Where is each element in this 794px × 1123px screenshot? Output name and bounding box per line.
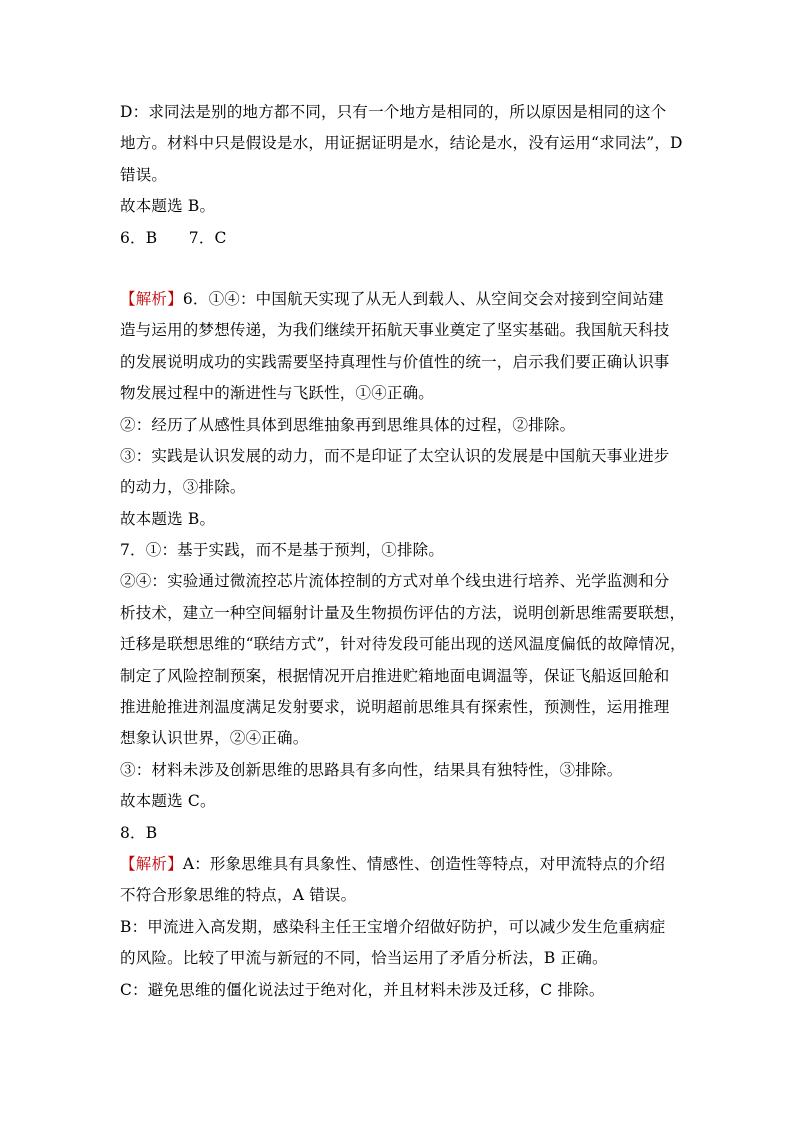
analysis-tag: 【解析】 — [120, 289, 183, 308]
text-line: D：求同法是别的地方都不同，只有一个地方是相同的，所以原因是相同的这个 — [120, 103, 667, 121]
text-line: ③：实践是认识发展的动力，而不是印证了太空认识的发展是中国航天事业进步 — [120, 446, 670, 465]
analysis-line — [120, 284, 680, 315]
text-line: 的风险。比较了甲流与新冠的不同，恰当运用了矛盾分析法，B 正确。 — [120, 949, 608, 968]
text-line: 故本题选 B。 — [120, 197, 216, 216]
text-line: 错误。 — [120, 165, 168, 184]
text-line: 不符合形象思维的特点，A 错误。 — [120, 886, 357, 905]
text-line: ③：材料未涉及创新思维的思路具有多向性，结果具有独特性，③排除。 — [120, 760, 623, 779]
text-line: 7．①：基于实践，而不是基于预判，①排除。 — [120, 541, 445, 560]
document-page — [120, 97, 686, 1006]
answer-line: 8．B — [120, 823, 158, 842]
text-line: 物发展过程中的渐进性与飞跃性，①④正确。 — [120, 384, 435, 403]
text-line: C：避免思维的僵化说法过于绝对化，并且材料未涉及迁移，C 排除。 — [120, 980, 605, 999]
analysis-text: A：形象思维具有具象性、情感性、创造性等特点，对甲流特点的介绍 — [182, 854, 666, 873]
analysis-text: 6．①④：中国航天实现了从无人到载人、从空间交会对接到空间站建 — [182, 289, 664, 308]
blank-gap — [120, 254, 680, 284]
text-line: 故本题选 C。 — [120, 792, 216, 811]
analysis-line — [120, 849, 680, 880]
text-line: ②：经历了从感性具体到思维抽象再到思维具体的过程，②排除。 — [120, 415, 576, 434]
answer-line: 6．B 7．C — [120, 228, 227, 247]
text-line: 析技术，建立一种空间辐射计量及生物损伤评估的方法，说明创新思维需要联想， — [120, 603, 686, 622]
text-line: 的发展说明成功的实践需要坚持真理性与价值性的统一，启示我们要正确认识事 — [120, 352, 670, 371]
text-line: B：甲流进入高发期，感染科主任王宝增介绍做好防护，可以减少发生危重病症 — [120, 917, 666, 936]
text-line: 想象认识世界，②④正确。 — [120, 729, 309, 748]
text-line: 造与运用的梦想传递，为我们继续开拓航天事业奠定了坚实基础。我国航天科技 — [120, 321, 670, 340]
text-line: 迁移是联想思维的“联结方式”，针对待发段可能出现的送风温度偏低的故障情况， — [120, 635, 686, 654]
analysis-tag: 【解析】 — [120, 854, 183, 873]
text-line: 地方。材料中只是假设是水，用证据证明是水，结论是水，没有运用“求同法”，D — [120, 134, 683, 153]
text-line: 制定了风险控制预案，根据情况开启推进贮箱地面电调温等，保证飞船返回舱和 — [120, 666, 670, 685]
text-line: 的动力，③排除。 — [120, 478, 246, 497]
text-line: ②④：实验通过微流控芯片流体控制的方式对单个线虫进行培养、光学监测和分 — [120, 572, 670, 591]
text-line: 故本题选 B。 — [120, 509, 216, 528]
text-line: 推进舱推进剂温度满足发射要求，说明超前思维具有探索性，预测性，运用推理 — [120, 698, 670, 717]
